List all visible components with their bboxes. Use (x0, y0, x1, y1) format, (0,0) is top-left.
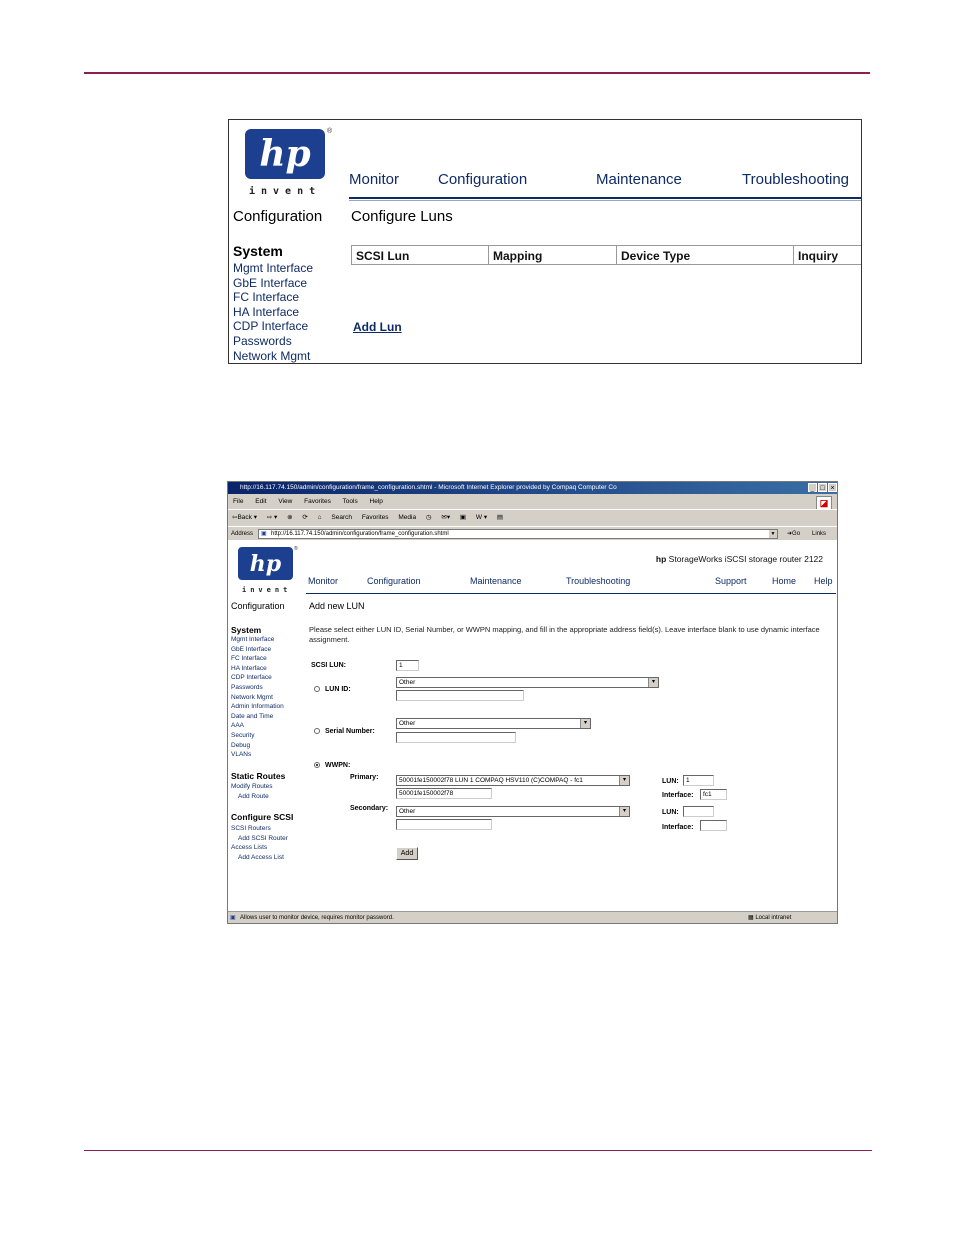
section-title: Configuration (231, 601, 285, 611)
nav-monitor[interactable]: Monitor (308, 576, 339, 586)
primary-lun-input[interactable]: 1 (683, 775, 714, 786)
sidebar-item-vlans[interactable]: VLANs (231, 751, 252, 759)
sidebar-item-gbe-interface[interactable]: GbE Interface (231, 645, 272, 653)
page-title: Configure Luns (351, 208, 453, 225)
registered-mark: ® (294, 546, 298, 552)
lun-id-radio[interactable] (314, 686, 320, 692)
header-rule (84, 72, 870, 74)
status-text: Allows user to monitor device, requires monitor password. (240, 915, 394, 921)
window-title: http://16.117.74.150/admin/configuration/frame_configuration.shtml - Microsoft Internet Explorer provided by Compaq Computer Co (240, 484, 617, 491)
intranet-icon: ▦ (748, 915, 754, 921)
edit-icon[interactable]: W ▾ (475, 514, 488, 521)
sidebar-item-network-mgmt[interactable]: Network Mgmt (233, 348, 311, 363)
sidebar-item-fc-interface[interactable]: FC Interface (231, 655, 267, 663)
primary-select[interactable]: 50001fe15000​2f78 LUN 1 COMPAQ HSV110 (C)COMPAQ - fc1 ▾ (396, 775, 630, 786)
sidebar-heading-static-routes: Static Routes (231, 771, 286, 781)
sidebar-static-routes-links (231, 782, 273, 801)
primary-label: Primary: (350, 774, 379, 781)
serial-number-select[interactable]: Other ▾ (396, 718, 591, 729)
sidebar-heading-configure-scsi: Configure SCSI (231, 812, 294, 822)
links-button[interactable]: Links (812, 531, 827, 537)
sidebar-item-cdp-interface[interactable]: CDP Interface (233, 319, 309, 334)
wwpn-label: WWPN: (325, 762, 351, 769)
forward-button[interactable]: ⇨ ▾ (266, 514, 278, 521)
scsi-lun-input[interactable]: 1 (396, 660, 419, 671)
close-button[interactable]: × (828, 483, 837, 492)
nav-divider (349, 197, 862, 199)
scsi-lun-label: SCSI LUN: (311, 662, 346, 669)
menu-help[interactable]: Help (369, 498, 383, 505)
zone-indicator: ▦ Local intranet (748, 915, 792, 921)
registered-mark: ® (327, 128, 333, 135)
section-title: Configuration (233, 208, 323, 225)
sidebar-item-debug[interactable]: Debug (231, 741, 251, 749)
column-header-mapping: Mapping (489, 246, 617, 264)
status-bar (228, 911, 837, 923)
invent-tagline: invent (242, 586, 292, 594)
lun-id-label: LUN ID: (325, 686, 351, 693)
sidebar-item-scsi-routers[interactable]: SCSI Routers (231, 825, 271, 832)
secondary-label: Secondary: (350, 805, 389, 812)
secondary-interface-label: Interface: (662, 824, 694, 831)
product-name: hp StorageWorks iSCSI storage router 2122 (655, 554, 823, 564)
sidebar-item-passwords[interactable]: Passwords (231, 683, 263, 691)
hp-logo: hp (238, 547, 293, 580)
mail-icon[interactable]: ✉▾ (441, 514, 451, 521)
serial-number-label: Serial Number: (325, 728, 375, 735)
sidebar-item-cdp-interface[interactable]: CDP Interface (231, 674, 272, 682)
page-status-icon: ▣ (230, 915, 236, 921)
home-icon[interactable]: ⌂ (317, 514, 322, 521)
nav-divider (306, 593, 836, 594)
sidebar-heading-system: System (233, 243, 283, 259)
address-label: Address (231, 531, 254, 537)
nav-configuration[interactable]: Configuration (438, 171, 528, 188)
chevron-down-icon: ▾ (619, 807, 629, 816)
serial-number-radio[interactable] (314, 728, 320, 734)
sidebar-item-add-access-list[interactable]: Add Access List (238, 853, 284, 861)
instructions-text: Please select either LUN ID, Serial Number, or WWPN mapping, and fill in the appropriate address field(s). Leave interface blank to use dynamic interface assignment. (309, 625, 820, 644)
secondary-select[interactable]: Other ▾ (396, 806, 630, 817)
minimize-button[interactable]: _ (808, 483, 817, 492)
sidebar-item-mgmt-interface[interactable]: Mgmt Interface (233, 261, 314, 275)
back-button[interactable]: ⇦Back ▾ (232, 514, 257, 521)
sidebar-item-add-route[interactable]: Add Route (238, 792, 269, 800)
nav-divider-shadow (349, 200, 862, 201)
sidebar-item-network-mgmt[interactable]: Network Mgmt (231, 693, 273, 701)
secondary-interface-input[interactable] (700, 820, 727, 831)
search-button[interactable]: Search (331, 514, 352, 521)
discuss-icon[interactable]: ▤ (496, 514, 504, 521)
sidebar-system-links (231, 635, 284, 760)
secondary-lun-label: LUN: (662, 809, 679, 816)
sidebar-item-add-scsi-router[interactable]: Add SCSI Router (238, 834, 288, 842)
address-field[interactable] (258, 529, 778, 539)
sidebar-configure-scsi-links (231, 824, 288, 862)
menu-file[interactable]: File (233, 498, 244, 505)
sidebar-item-ha-interface[interactable]: HA Interface (231, 664, 267, 672)
sidebar-item-passwords[interactable]: Passwords (233, 333, 292, 348)
page-title: Add new LUN (309, 601, 365, 611)
lun-id-select[interactable]: Other ▾ (396, 677, 659, 688)
nav-maintenance[interactable]: Maintenance (470, 576, 522, 586)
nav-troubleshooting[interactable]: Troubleshooting (742, 171, 850, 188)
column-header-scsi-lun: SCSI Lun (352, 246, 489, 264)
wwpn-radio[interactable] (314, 762, 320, 768)
print-icon[interactable]: ▣ (459, 514, 467, 521)
nav-configuration[interactable]: Configuration (367, 576, 421, 586)
figure-configure-luns (228, 119, 862, 364)
menu-edit[interactable]: Edit (255, 498, 267, 505)
refresh-icon[interactable]: ⟳ (302, 514, 308, 521)
sidebar-item-date-and-time[interactable]: Date and Time (231, 712, 274, 720)
sidebar-item-ha-interface[interactable]: HA Interface (233, 304, 300, 319)
nav-home[interactable]: Home (772, 576, 797, 586)
go-button[interactable]: ➜Go (787, 531, 801, 537)
maximize-button[interactable]: □ (818, 483, 827, 492)
invent-tagline: invent (249, 186, 322, 197)
favorites-button[interactable]: Favorites (361, 514, 389, 521)
nav-troubleshooting[interactable]: Troubleshooting (566, 576, 631, 586)
address-url: http://16.117.74.150/admin/configuration/frame_configuration.shtml (271, 531, 449, 537)
column-header-inquiry: Inquiry (798, 249, 839, 263)
column-header-device-type: Device Type (617, 246, 794, 264)
nav-support[interactable]: Support (715, 576, 747, 586)
sidebar-heading-system: System (231, 625, 262, 635)
figure-add-new-lun-browser (227, 481, 838, 924)
address-bar (228, 526, 837, 540)
history-icon[interactable]: ◷ (425, 514, 432, 521)
sidebar-item-security[interactable]: Security (231, 731, 255, 739)
nav-help[interactable]: Help (814, 576, 833, 586)
media-button[interactable]: Media (398, 514, 417, 521)
nav-maintenance[interactable]: Maintenance (596, 171, 682, 188)
stop-icon[interactable]: ⊗ (287, 514, 293, 521)
secondary-wwpn-input[interactable] (396, 819, 492, 830)
sidebar-item-gbe-interface[interactable]: GbE Interface (233, 275, 308, 290)
primary-interface-input[interactable]: fc1 (700, 789, 727, 800)
sidebar-links (233, 261, 313, 363)
sidebar-item-admin-information[interactable]: Admin Information (231, 703, 284, 711)
chevron-down-icon: ▾ (648, 678, 658, 687)
add-lun-link[interactable]: Add Lun (353, 320, 402, 334)
hp-logo: hp (245, 129, 325, 179)
sidebar-item-modify-routes[interactable]: Modify Routes (231, 783, 273, 790)
lun-table-header (351, 245, 862, 265)
nav-monitor[interactable]: Monitor (349, 171, 400, 188)
footer-rule (84, 1150, 872, 1151)
sidebar-item-fc-interface[interactable]: FC Interface (233, 290, 300, 305)
address-dropdown-icon[interactable]: ▼ (770, 531, 776, 537)
lun-id-input[interactable] (396, 690, 524, 701)
serial-number-input[interactable] (396, 732, 516, 743)
chevron-down-icon: ▾ (619, 776, 629, 785)
primary-wwpn-input[interactable]: 50001fe150002f78 (396, 788, 492, 799)
window-title-bar (228, 482, 837, 494)
page-icon: ▣ (261, 531, 267, 537)
menu-tools[interactable]: Tools (342, 498, 358, 505)
page-content (228, 540, 837, 911)
menu-favorites[interactable]: Favorites (304, 498, 331, 505)
browser-toolbar (228, 509, 837, 526)
menu-bar (228, 494, 837, 509)
windows-logo-icon: ◪ (816, 496, 832, 510)
sidebar-item-access-lists[interactable]: Access Lists (231, 844, 268, 852)
primary-lun-label: LUN: (662, 778, 679, 785)
sidebar-item-aaa[interactable]: AAA (231, 722, 245, 730)
chevron-down-icon: ▾ (580, 719, 590, 728)
secondary-lun-input[interactable] (683, 806, 714, 817)
add-button[interactable]: Add (396, 847, 418, 860)
primary-interface-label: Interface: (662, 792, 694, 799)
menu-view[interactable]: View (278, 498, 293, 505)
sidebar-item-mgmt-interface[interactable]: Mgmt Interface (231, 636, 275, 643)
